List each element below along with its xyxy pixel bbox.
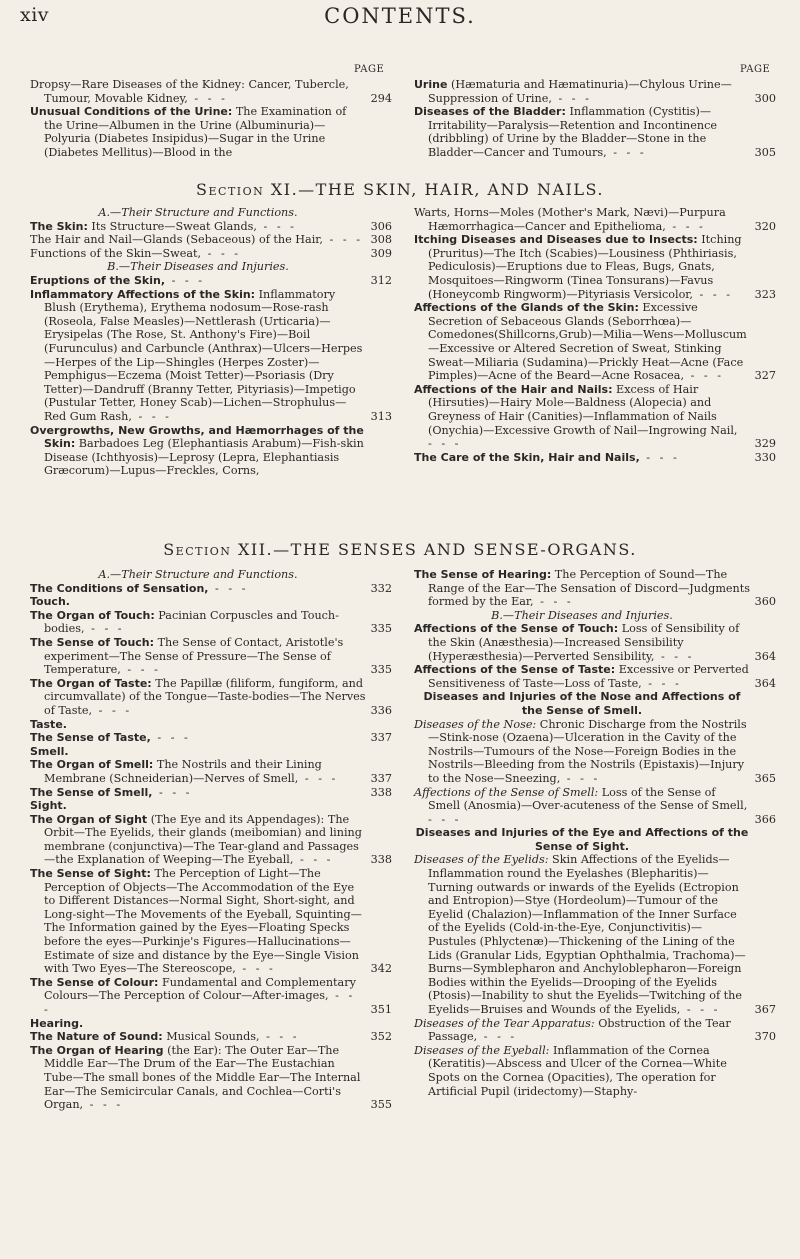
dot-leader: - - - xyxy=(551,91,592,105)
entry-heading: The Sense of Smell, xyxy=(30,785,153,799)
contents-entry xyxy=(414,450,776,465)
subheading-structure: A.—Their Structure and Functions. xyxy=(98,568,298,581)
entry-text: Itching (Pruritus)—The Itch (Scabies)—Lousiness (Phthiriasis, Pediculosis)—Eruptions due to Fleas, Bugs, Gnats, Mosquitoes—Ringworm (Tinea Tonsurans)—Favus (Honeycomb Ringworm)—Pityriasis Versicolor, xyxy=(428,233,742,301)
dot-leader: - - - xyxy=(639,450,680,464)
entry-heading: The Care of the Skin, Hair and Nails, xyxy=(414,450,640,464)
entry-heading: The Sense of Hearing: xyxy=(414,568,552,581)
page-number: 335 xyxy=(370,622,392,636)
page-number: 329 xyxy=(754,437,776,451)
entry-heading-italic: Diseases of the Nose: xyxy=(414,717,537,731)
running-title: CONTENTS. xyxy=(324,4,476,28)
dot-leader: - - - xyxy=(92,703,133,717)
page-number: 366 xyxy=(754,812,776,826)
contents-entry xyxy=(30,581,392,596)
contents-entry xyxy=(30,975,392,1017)
entry-heading-italic: Diseases of the Eyeball: xyxy=(414,1043,550,1057)
contents-entry xyxy=(414,853,776,1016)
subsection-label: Touch. xyxy=(30,595,70,609)
page-number: 351 xyxy=(370,1003,392,1016)
contents-entry xyxy=(30,731,392,745)
contents-entry xyxy=(414,1044,750,1098)
contents-entry xyxy=(30,785,392,800)
dot-leader: - - - xyxy=(187,91,228,105)
contents-entry xyxy=(414,785,776,827)
page-number: 320 xyxy=(754,219,776,233)
entry-text: Loss of the Sense of Smell (Anosmia)—Over-acuteness of the Sense of Smell, xyxy=(428,785,748,813)
entry-text: Inflammation (Cystitis)—Irritability—Paralysis—Retention and Incontinence (dribbling) of Urine by the Bladder—Stone in the Bladder—Cancer and Tumours, xyxy=(428,105,717,159)
entry-heading: Diseases of the Bladder: xyxy=(414,105,566,119)
dot-leader: - - - xyxy=(150,731,191,745)
contents-entry xyxy=(414,105,776,159)
dot-leader: - - - xyxy=(259,1030,300,1044)
subsection-label: Sight. xyxy=(30,799,67,813)
page-number: 294 xyxy=(370,91,392,105)
entry-text: Inflammatory Blush (Erythema), Erythema nodosum—Rose-rash (Roseola, False Measles)—Nettlerash (Urticaria)—Erysipelas (The Rose, St. Anthony's Fire)—Boil (Furunculus) and Carbuncle (Anthrax)—Ulcers—Herpes—Herpes of the Lip—Shingles (Herpes Zoster)—Pemphigus—Eczema (Moist Tetter)—Psoriasis (Dry Tetter)—Dandruff (Branny Tetter, Pityriasis)—Impetigo (Pustular Tetter, Honey Scab)—Lichen—Strophulus—Red Gum Rash, xyxy=(44,287,363,423)
dot-leader: - - - xyxy=(322,233,363,247)
entry-text: The Perception of Sound—The Range of the Ear—The Sensation of Discord—Judgments formed by the Ear, xyxy=(428,568,750,609)
entry-text: Skin Affections of the Eyelids—Inflammation round the Eyelashes (Blepharitis)—Turning outwards or inwards of the Eyelids (Ectropion and Entropion)—Stye (Hordeolum)—Tumour of the Eyelid (Chalazion)—Inflammation of the Inner Surface of the Eyelids (Cold-in-the-Eye, Conjunctivitis)—Pustules (Phlyctenæ)—Thickening of the Lining of the Lids (Granular Lids, Egyptian Ophthalmia, Trachoma)—Burns—Symblepharon and Anchyloblepharon—Foreign Bodies within the Eyelids—Drooping of the Eyelids (Ptosis)—Inability to shut the Eyelids—Twitching of the Eyelids—Bruises and Wounds of the Eyelids, xyxy=(428,853,746,1016)
entry-heading: The Sense of Sight: xyxy=(30,867,151,881)
entry-text: The Hair and Nail—Glands (Sebaceous) of the Hair, xyxy=(30,233,323,247)
dot-leader: - - - xyxy=(256,219,297,233)
contents-entry xyxy=(30,1030,392,1044)
page-number: 364 xyxy=(754,649,776,663)
entry-heading-italic: Affections of the Sense of Smell: xyxy=(414,785,599,799)
entry-heading: Affections of the Sense of Touch: xyxy=(414,622,619,636)
entry-text: The Nostrils and their Lining Membrane (Schneiderian)—Nerves of Smell, xyxy=(44,758,322,785)
entry-heading-italic: Diseases of the Eyelids: xyxy=(414,853,549,867)
dot-leader: - - - xyxy=(665,219,706,233)
subsection-label: Taste. xyxy=(30,717,67,731)
entry-heading: The Skin: xyxy=(30,219,88,233)
contents-entry xyxy=(30,246,392,261)
entry-text: Dropsy—Rare Diseases of the Kidney: Cancer, Tubercle, Tumour, Movable Kidney, xyxy=(30,78,349,105)
page-number: 364 xyxy=(754,676,776,690)
dot-leader: - - - xyxy=(560,771,601,785)
entry-text: Warts, Horns—Moles (Mother's Mark, Nævi)—Purpura Hæmorrhagica—Cancer and Epithelioma, xyxy=(414,206,726,233)
contents-entry xyxy=(30,105,366,159)
contents-entry xyxy=(30,424,366,478)
entry-text: (The Eye and its Appendages): The Orbit—The Eyelids, their glands (meibomian) and lining membrane (conjunctiva)—The Tear-gland and Passages—the Explanation of Weeping—The Eyeball, xyxy=(44,812,362,867)
page-number: 370 xyxy=(754,1030,776,1044)
entry-text: The Sense of Contact, Aristotle's experiment—The Sense of Pressure—The Sense of Temperature, xyxy=(44,635,344,677)
entry-heading: Urine xyxy=(414,78,448,91)
entry-text: Fundamental and Complementary Colours—The Perception of Colour—After-images, xyxy=(44,975,356,1003)
page-column-label-left: PAGE xyxy=(354,64,385,75)
dot-leader: - - - xyxy=(152,785,193,799)
section-11-heading xyxy=(0,180,800,199)
entry-heading: The Organ of Taste: xyxy=(30,676,152,690)
page-number: 327 xyxy=(754,369,776,383)
page-number: 336 xyxy=(370,703,392,717)
dot-leader: - - - xyxy=(533,595,574,609)
page-number-roman: xiv xyxy=(20,4,50,26)
page-number: 313 xyxy=(370,409,392,423)
section-12-right-column xyxy=(414,568,776,1098)
contents-entry xyxy=(30,635,392,677)
entry-heading: The Sense of Colour: xyxy=(30,975,159,989)
contents-entry xyxy=(30,233,392,247)
dot-leader: - - - xyxy=(684,369,725,383)
entry-text: Its Structure—Sweat Glands, xyxy=(87,219,257,233)
dot-leader: - - - xyxy=(641,676,682,690)
contents-entry xyxy=(30,1043,392,1112)
entry-text: Excessive Secretion of Sebaceous Glands (Seborrhœa)—Comedones(Shillcorns,Grub)—Milia—Wens—Molluscum—Excessive or Altered Secretion of Sweat, Stinking Sweat—Miliaria (Sudamina)—Prickly Heat—Acne (Face Pimples)—Acne of the Beard—Acne Rosacea, xyxy=(428,301,747,383)
section-11-left-column xyxy=(30,206,392,478)
dot-leader: - - - xyxy=(83,1098,124,1112)
contents-entry xyxy=(30,273,392,288)
entry-text: Obstruction of the Tear Passage, xyxy=(428,1016,731,1044)
entry-text: The Perception of Light—The Perception of Objects—The Accommodation of the Eye to Different Distances—Normal Sight, Short-sight, and Long-sight—The Movements of the Eyeball, Squinting—The Information gained by the Eyes—Floating Specks before the eyes—Purkinje's Figures—Hallucinations—Estimate of size and distance by the Eye—Single Vision with Two Eyes—The Stereoscope, xyxy=(44,867,362,976)
entry-heading: Affections of the Glands of the Skin: xyxy=(414,301,639,315)
entry-text: Barbadoes Leg (Elephantiasis Arabum)—Fish-skin Disease (Ichthyosis)—Leprosy (Lepra, Elephantiasis Græcorum)—Lupus—Freckles, Corns, xyxy=(44,437,364,478)
contents-entry xyxy=(30,867,392,976)
dot-leader: - - - xyxy=(654,649,695,663)
entry-text: Excessive or Perverted Sensitiveness of Taste—Loss of Taste, xyxy=(428,663,749,690)
dot-leader: - - - xyxy=(235,962,276,976)
top-left-column xyxy=(30,78,392,160)
entry-text: Functions of the Skin—Sweat, xyxy=(30,246,202,260)
subsection-label: Hearing. xyxy=(30,1016,84,1030)
entry-heading: Itching Diseases and Diseases due to Insects: xyxy=(414,233,698,247)
section-12-title: —THE SENSES AND SENSE-ORGANS. xyxy=(273,540,637,559)
nose-heading: Diseases and Injuries of the Nose and Affections of the Sense of Smell. xyxy=(423,690,741,717)
entry-text: Inflammation of the Cornea (Keratitis)—Abscess and Ulcer of the Cornea—White Spots on the Cornea (Opacities), The operation for Artificial Pupil (iridectomy)—Staphy- xyxy=(428,1043,727,1098)
dot-leader: - - - xyxy=(131,409,172,423)
entry-heading: The Organ of Smell: xyxy=(30,758,154,772)
section-12-left-column xyxy=(30,568,392,1112)
entry-heading: Unusual Conditions of the Urine: xyxy=(30,105,233,119)
page-number: 309 xyxy=(370,246,392,260)
eye-heading: Diseases and Injuries of the Eye and Affections of the Sense of Sight. xyxy=(415,826,749,853)
entry-heading: The Sense of Taste, xyxy=(30,731,151,745)
section-11-right-column xyxy=(414,206,776,464)
top-right-column xyxy=(414,78,776,160)
section-12-label: Section XII. xyxy=(163,540,274,559)
entry-text: Musical Sounds, xyxy=(162,1030,260,1044)
section-11-label: Section XI. xyxy=(196,180,299,199)
page-number: 338 xyxy=(370,853,392,867)
page-number: 342 xyxy=(370,962,392,976)
contents-entry xyxy=(30,287,392,424)
subheading-diseases: B.—Their Diseases and Injuries. xyxy=(107,260,289,274)
dot-leader: - - - xyxy=(84,622,125,636)
contents-entry xyxy=(414,622,776,663)
page-number: 305 xyxy=(754,145,776,159)
dot-leader: - - - xyxy=(208,581,249,595)
entry-heading: The Nature of Sound: xyxy=(30,1030,163,1044)
page-number: 312 xyxy=(370,273,392,287)
page-number: 367 xyxy=(754,1003,776,1016)
contents-entry xyxy=(414,568,776,609)
dot-leader: - - - xyxy=(680,1003,721,1016)
page-number: 352 xyxy=(370,1030,392,1044)
entry-heading: Affections of the Sense of Taste: xyxy=(414,663,616,677)
page-number: 338 xyxy=(370,785,392,799)
contents-entry xyxy=(414,663,776,690)
page-number: 300 xyxy=(754,91,776,105)
page-number: 306 xyxy=(370,219,392,233)
contents-entry xyxy=(414,1016,776,1044)
page-number: 332 xyxy=(370,581,392,595)
page-number: 337 xyxy=(370,771,392,785)
contents-entry xyxy=(414,382,776,451)
contents-entry xyxy=(414,717,776,786)
section-11-title: —THE SKIN, HAIR, AND NAILS. xyxy=(298,180,604,199)
contents-entry xyxy=(30,676,392,718)
entry-heading: Eruptions of the Skin, xyxy=(30,273,166,287)
contents-entry xyxy=(414,78,776,105)
dot-leader: - - - xyxy=(201,246,242,260)
entry-text: The Papillæ (filiform, fungiform, and circumvallate) of the Tongue—Taste-bodies—The Nerves of Taste, xyxy=(44,676,366,717)
dot-leader: - - - xyxy=(120,663,161,677)
page-column-label-right: PAGE xyxy=(740,64,771,75)
section-12-heading xyxy=(0,540,800,559)
page-number: 360 xyxy=(754,595,776,609)
entry-text: (Hæmaturia and Hæmatinuria)—Chylous Urine—Suppression of Urine, xyxy=(428,78,732,105)
page-number: 323 xyxy=(754,287,776,301)
contents-entry xyxy=(30,608,392,636)
dot-leader: - - - xyxy=(293,853,334,867)
contents-entry xyxy=(30,219,392,234)
entry-text: Excess of Hair (Hirsuties)—Hairy Mole—Baldness (Alopecia) and Greyness of Hair (Canities)—Inflammation of Nails (Onychia)—Excessive Growth of Nail—Ingrowing Nail, xyxy=(428,382,738,437)
dot-leader: - - - xyxy=(477,1030,518,1044)
page-number: 335 xyxy=(370,663,392,677)
entry-heading: Affections of the Hair and Nails: xyxy=(414,382,613,396)
subheading-structure: A.—Their Structure and Functions. xyxy=(98,206,298,219)
contents-entry xyxy=(414,206,776,233)
entry-text: Loss of Sensibility of the Skin (Anæsthesia)—Increased Sensibility (Hyperæsthesia)—Perverted Sensibility, xyxy=(428,622,740,663)
entry-heading: Overgrowths, New Growths, and Hæmorrhages of the Skin: xyxy=(30,423,364,451)
subheading-diseases: B.—Their Diseases and Injuries. xyxy=(491,608,673,622)
dot-leader: - - - xyxy=(298,771,339,785)
page-number: 330 xyxy=(754,450,776,464)
page-number: 355 xyxy=(370,1098,392,1112)
contents-entry xyxy=(30,78,392,105)
entry-text: Pacinian Corpuscles and Touch-bodies, xyxy=(44,608,339,636)
dot-leader: - - - xyxy=(606,145,647,159)
entry-text: The Examination of the Urine—Albumen in the Urine (Albuminuria)—Polyuria (Diabetes Insipidus)—Sugar in the Urine (Diabetes Mellitus)—Blood in the xyxy=(44,105,347,159)
entry-heading: The Organ of Touch: xyxy=(30,608,155,622)
entry-heading: Inflammatory Affections of the Skin: xyxy=(30,287,256,301)
contents-entry xyxy=(414,301,776,383)
entry-text: Chronic Discharge from the Nostrils—Stink-nose (Ozaena)—Ulceration in the Cavity of the Nostrils—Tumours of the Nose—Foreign Bodies in the Nostrils—Bleeding from the Nostrils (Epistaxis)—Injury to the Nose—Sneezing, xyxy=(428,717,747,785)
dot-leader: - - - xyxy=(428,812,462,826)
contents-entry xyxy=(414,233,776,301)
dot-leader: - - - xyxy=(44,989,356,1016)
entry-heading-italic: Diseases of the Tear Apparatus: xyxy=(414,1016,595,1030)
dot-leader: - - - xyxy=(428,437,462,451)
entry-heading: The Organ of Sight xyxy=(30,812,148,826)
page-number: 337 xyxy=(370,731,392,745)
page-number: 365 xyxy=(754,771,776,785)
dot-leader: - - - xyxy=(692,287,733,301)
subsection-label: Smell. xyxy=(30,744,69,758)
contents-entry xyxy=(30,812,392,867)
page-number: 308 xyxy=(370,233,392,247)
entry-heading: The Conditions of Sensation, xyxy=(30,581,209,595)
dot-leader: - - - xyxy=(165,273,206,287)
contents-entry xyxy=(30,758,392,785)
entry-text: (the Ear): The Outer Ear—The Middle Ear—The Drum of the Ear—The Eustachian Tube—The small bones of the Middle Ear—The Internal Ear—The Semicircular Canals, and Cochlea—Corti's Organ, xyxy=(44,1043,361,1112)
entry-heading: The Sense of Touch: xyxy=(30,635,155,649)
entry-heading: The Organ of Hearing xyxy=(30,1043,164,1057)
